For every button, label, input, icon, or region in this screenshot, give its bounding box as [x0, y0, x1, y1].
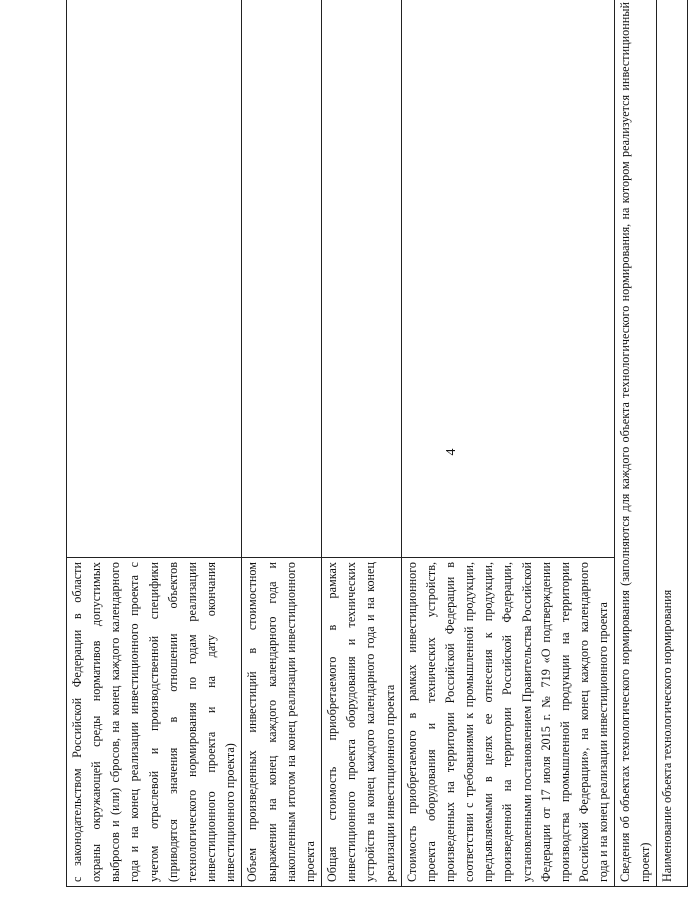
section-heading: Сведения об объектах технологического нормирования (заполняются для каждого объекта технологического нормирования, на котором реализуется инвестиционный проект): [615, 0, 656, 887]
row-label: Стоимость приобретаемого в рамках инвестиционного проекта оборудования и технических устройств, произведенных на территории Российской Федерации в соответствии с требованиями к промышленной продукции, предъявляемыми в целях ее отнесения к продукции, произведенной на территории Российской Федерации, установленными постановлением Правительства Российской Федерации от 17 июля 2015 г. № 719 «О подтверждении производства промышленной продукции на территории Российской Федерации», на конец каждого календарного года и на конец реализации инвестиционного проекта: [401, 558, 615, 887]
document-table: [66, 0, 688, 887]
row-value: [242, 0, 322, 558]
row-value: [401, 0, 615, 558]
row-label: Объем произведенных инвестиций в стоимостном выражении на конец каждого календарного года и накопленным итогом на конец реализации инвестиционного проекта: [242, 558, 322, 887]
section-heading-row: [615, 0, 656, 887]
last-row-label: Наименование объекта технологического нормирования: [656, 0, 687, 887]
rotated-page-content: [66, 2, 674, 887]
page-number: 4: [444, 448, 459, 456]
row-label: Общая стоимость приобретаемого в рамках инвестиционного проекта оборудования и технических устройств на конец каждого календарного года и на конец реализации инвестиционного проекта: [322, 558, 402, 887]
table-row: [67, 0, 242, 887]
table-row: [656, 0, 687, 887]
row-value: [322, 0, 402, 558]
table-row: [401, 0, 615, 887]
row-label: с законодательством Российской Федерации в области охраны окружающей среды нормативов допустимых выбросов и (или) сбросов, на конец каждого календарного года и на конец реализации инвестиционного проекта с учетом отраслевой и производственной специфики (приводятся значения в отношении объектов технологического нормирования по годам реализации инвестиционного проекта и на дату окончания инвестиционного проекта): [67, 558, 242, 887]
row-value: [67, 0, 242, 558]
document-table-wrapper: [66, 2, 674, 887]
table-row: [242, 0, 322, 887]
table-row: [322, 0, 402, 887]
